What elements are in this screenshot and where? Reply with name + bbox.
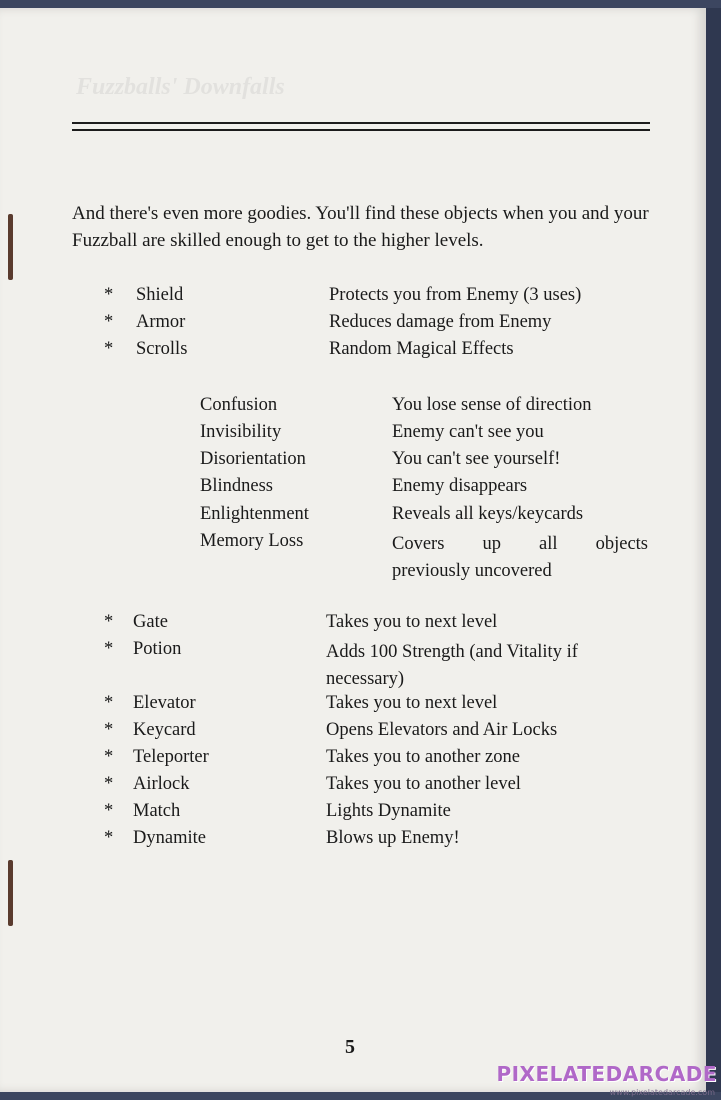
- manual-page: [0, 8, 706, 1092]
- item-desc-scrolls: Random Magical Effects: [329, 339, 514, 359]
- item-name-armor: Armor: [136, 312, 186, 332]
- effect-name-memory-loss: Memory Loss: [200, 531, 304, 551]
- effect-desc-enlightenment: Reveals all keys/keycards: [392, 504, 584, 524]
- effect-desc-line: Covers up all objects: [392, 534, 648, 554]
- item-desc-armor: Reduces damage from Enemy: [329, 312, 552, 332]
- bullet-star: *: [104, 720, 114, 740]
- bullet-star: *: [104, 285, 114, 305]
- bullet-star: *: [104, 312, 114, 332]
- bullet-star: *: [104, 801, 114, 821]
- item-name-keycard: Keycard: [133, 720, 196, 740]
- effect-desc-invisibility: Enemy can't see you: [392, 422, 544, 442]
- double-rule-bottom: [72, 129, 650, 131]
- effect-desc-blindness: Enemy disappears: [392, 476, 528, 496]
- bullet-star: *: [104, 774, 114, 794]
- item-desc-line: Adds 100 Strength (and Vitality if: [326, 642, 578, 662]
- item-name-potion: Potion: [133, 639, 182, 659]
- effect-desc-memory-loss: [392, 531, 648, 585]
- bullet-star: *: [104, 693, 114, 713]
- effect-name-blindness: Blindness: [200, 476, 273, 496]
- item-desc-airlock: Takes you to another level: [326, 774, 521, 794]
- effect-desc-disorientation: You can't see yourself!: [392, 449, 561, 469]
- bullet-star: *: [104, 747, 114, 767]
- item-desc-elevator: Takes you to next level: [326, 693, 498, 713]
- double-rule-top: [72, 122, 650, 124]
- item-desc-keycard: Opens Elevators and Air Locks: [326, 720, 558, 740]
- intro-paragraph: And there's even more goodies. You'll find these objects when you and your Fuzzball are skilled enough to get to the higher levels.: [72, 203, 649, 251]
- effect-name-enlightenment: Enlightenment: [200, 504, 309, 524]
- watermark-url: www.pixelatedarcade.com: [609, 1088, 715, 1097]
- item-name-airlock: Airlock: [133, 774, 190, 794]
- watermark-brand: PIXELATEDARCADE: [496, 1062, 717, 1086]
- effect-name-confusion: Confusion: [200, 395, 278, 415]
- item-desc-potion: [326, 639, 578, 693]
- page-edge: [706, 8, 721, 1092]
- item-name-gate: Gate: [133, 612, 168, 632]
- effect-desc-line: previously uncovered: [392, 561, 552, 581]
- item-desc-line: necessary): [326, 669, 405, 689]
- item-desc-shield: Protects you from Enemy (3 uses): [329, 285, 582, 305]
- staple-mark: [8, 214, 13, 280]
- effect-name-invisibility: Invisibility: [200, 422, 282, 442]
- item-desc-teleporter: Takes you to another zone: [326, 747, 520, 767]
- item-name-elevator: Elevator: [133, 693, 196, 713]
- bullet-star: *: [104, 828, 114, 848]
- effect-name-disorientation: Disorientation: [200, 449, 306, 469]
- bullet-star: *: [104, 339, 114, 359]
- effect-desc-confusion: You lose sense of direction: [392, 395, 592, 415]
- item-name-shield: Shield: [136, 285, 184, 305]
- item-name-dynamite: Dynamite: [133, 828, 206, 848]
- item-desc-match: Lights Dynamite: [326, 801, 451, 821]
- bleed-through-heading: Fuzzballs' Downfalls: [76, 74, 285, 100]
- item-name-match: Match: [133, 801, 181, 821]
- page-number: 5: [345, 1036, 355, 1058]
- item-desc-gate: Takes you to next level: [326, 612, 498, 632]
- item-name-teleporter: Teleporter: [133, 747, 209, 767]
- staple-mark: [8, 860, 13, 926]
- bullet-star: *: [104, 639, 114, 659]
- bullet-star: *: [104, 612, 114, 632]
- item-desc-dynamite: Blows up Enemy!: [326, 828, 460, 848]
- item-name-scrolls: Scrolls: [136, 339, 188, 359]
